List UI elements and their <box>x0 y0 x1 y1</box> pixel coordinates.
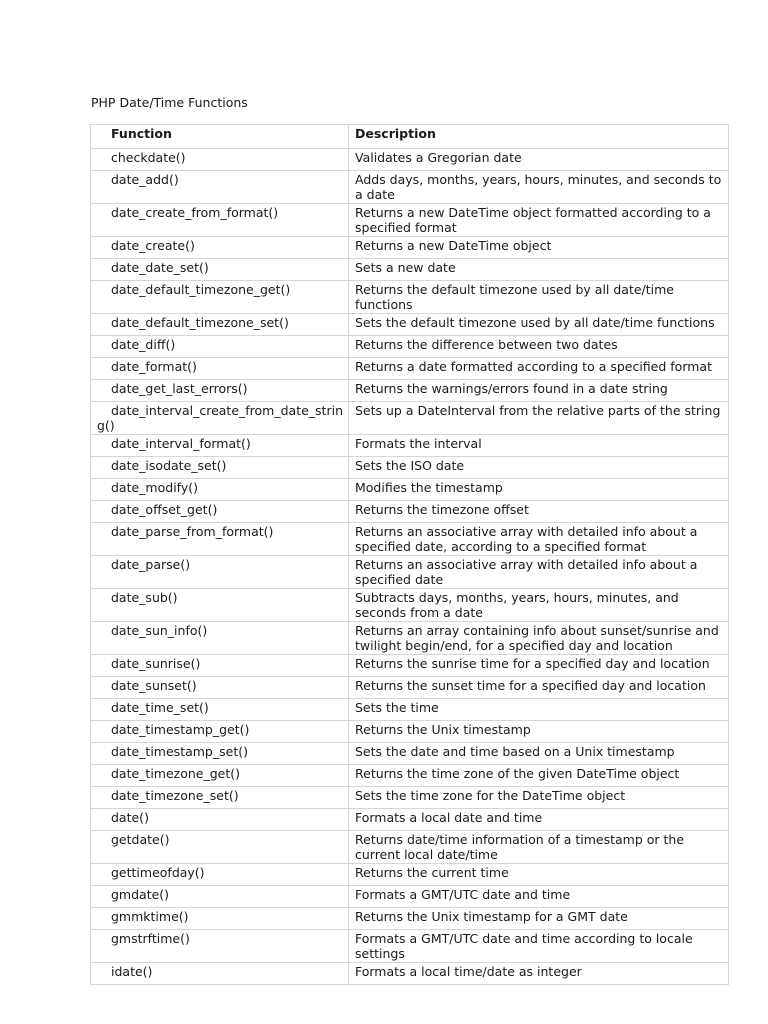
table-row <box>91 479 729 501</box>
table-row <box>91 237 729 259</box>
function-name-cell: getdate() <box>91 831 349 864</box>
function-name-cell: date_parse_from_format() <box>91 523 349 556</box>
table-row <box>91 314 729 336</box>
function-name-cell: date_get_last_errors() <box>91 380 349 402</box>
function-name-cell: date_interval_create_from_date_string() <box>91 402 349 435</box>
function-description-cell: Modifies the timestamp <box>349 479 729 501</box>
function-name-cell: gmdate() <box>91 886 349 908</box>
table-row <box>91 435 729 457</box>
function-description-cell: Returns the warnings/errors found in a date string <box>349 380 729 402</box>
function-description-cell: Sets the default timezone used by all date/time functions <box>349 314 729 336</box>
function-name-cell: date_default_timezone_set() <box>91 314 349 336</box>
function-description-cell: Formats a local date and time <box>349 809 729 831</box>
table-row <box>91 963 729 985</box>
function-name-cell: date_time_set() <box>91 699 349 721</box>
function-description-cell: Returns the current time <box>349 864 729 886</box>
function-name-cell: date_timestamp_get() <box>91 721 349 743</box>
function-name-cell: date_default_timezone_get() <box>91 281 349 314</box>
function-name-cell: date_offset_get() <box>91 501 349 523</box>
function-name-cell: date_sun_info() <box>91 622 349 655</box>
function-name-cell: idate() <box>91 963 349 985</box>
function-name-cell: gmstrftime() <box>91 930 349 963</box>
table-row <box>91 171 729 204</box>
function-name-cell: date_sub() <box>91 589 349 622</box>
function-description-cell: Formats a local time/date as integer <box>349 963 729 985</box>
function-description-cell: Returns the sunrise time for a specified day and location <box>349 655 729 677</box>
function-name-cell: date_date_set() <box>91 259 349 281</box>
table-row <box>91 699 729 721</box>
function-description-cell: Subtracts days, months, years, hours, minutes, and seconds from a date <box>349 589 729 622</box>
table-row <box>91 908 729 930</box>
table-row <box>91 204 729 237</box>
function-description-cell: Sets the time zone for the DateTime object <box>349 787 729 809</box>
column-header-description: Description <box>349 125 729 149</box>
function-name-cell: date() <box>91 809 349 831</box>
function-description-cell: Returns date/time information of a timestamp or the current local date/time <box>349 831 729 864</box>
function-name-cell: date_isodate_set() <box>91 457 349 479</box>
table-row <box>91 886 729 908</box>
column-header-function: Function <box>91 125 349 149</box>
function-description-cell: Returns the difference between two dates <box>349 336 729 358</box>
function-description-cell: Returns a date formatted according to a specified format <box>349 358 729 380</box>
table-row <box>91 930 729 963</box>
function-description-cell: Returns the time zone of the given DateTime object <box>349 765 729 787</box>
function-name-cell: date_modify() <box>91 479 349 501</box>
function-description-cell: Returns the timezone offset <box>349 501 729 523</box>
table-row <box>91 721 729 743</box>
table-row <box>91 655 729 677</box>
function-description-cell: Returns the sunset time for a specified day and location <box>349 677 729 699</box>
function-name-cell: date_timezone_get() <box>91 765 349 787</box>
table-row <box>91 622 729 655</box>
table-row <box>91 589 729 622</box>
function-name-cell: date_parse() <box>91 556 349 589</box>
function-name-cell: date_diff() <box>91 336 349 358</box>
function-description-cell: Sets the date and time based on a Unix timestamp <box>349 743 729 765</box>
function-description-cell: Returns an array containing info about sunset/sunrise and twilight begin/end, for a specified day and location <box>349 622 729 655</box>
function-name-cell: date_sunset() <box>91 677 349 699</box>
function-description-cell: Returns the Unix timestamp for a GMT date <box>349 908 729 930</box>
function-name-cell: gmmktime() <box>91 908 349 930</box>
table-row <box>91 402 729 435</box>
table-row <box>91 765 729 787</box>
function-name-cell: checkdate() <box>91 149 349 171</box>
table-row <box>91 523 729 556</box>
function-description-cell: Formats the interval <box>349 435 729 457</box>
table-row <box>91 457 729 479</box>
table-row <box>91 336 729 358</box>
table-row <box>91 677 729 699</box>
function-name-cell: date_add() <box>91 171 349 204</box>
function-name-cell: date_interval_format() <box>91 435 349 457</box>
function-description-cell: Formats a GMT/UTC date and time according to locale settings <box>349 930 729 963</box>
function-name-cell: date_timestamp_set() <box>91 743 349 765</box>
function-name-cell: date_create_from_format() <box>91 204 349 237</box>
table-row <box>91 501 729 523</box>
table-header-row <box>91 125 729 149</box>
table-row <box>91 743 729 765</box>
table-row <box>91 380 729 402</box>
function-description-cell: Sets a new date <box>349 259 729 281</box>
function-name-cell: date_format() <box>91 358 349 380</box>
function-description-cell: Sets the time <box>349 699 729 721</box>
function-description-cell: Returns an associative array with detailed info about a specified date, according to a specified format <box>349 523 729 556</box>
function-description-cell: Returns the default timezone used by all date/time functions <box>349 281 729 314</box>
function-description-cell: Adds days, months, years, hours, minutes, and seconds to a date <box>349 171 729 204</box>
function-name-cell: date_sunrise() <box>91 655 349 677</box>
function-description-cell: Returns a new DateTime object formatted according to a specified format <box>349 204 729 237</box>
function-description-cell: Validates a Gregorian date <box>349 149 729 171</box>
function-name-cell: date_timezone_set() <box>91 787 349 809</box>
table-row <box>91 358 729 380</box>
function-name-cell: date_create() <box>91 237 349 259</box>
function-description-cell: Sets up a DateInterval from the relative parts of the string <box>349 402 729 435</box>
function-description-cell: Returns an associative array with detailed info about a specified date <box>349 556 729 589</box>
function-name-cell: gettimeofday() <box>91 864 349 886</box>
function-description-cell: Formats a GMT/UTC date and time <box>349 886 729 908</box>
functions-table <box>90 124 729 985</box>
table-row <box>91 281 729 314</box>
function-description-cell: Sets the ISO date <box>349 457 729 479</box>
table-body <box>91 149 729 985</box>
table-row <box>91 149 729 171</box>
table-row <box>91 809 729 831</box>
table-row <box>91 556 729 589</box>
table-row <box>91 259 729 281</box>
function-description-cell: Returns a new DateTime object <box>349 237 729 259</box>
function-description-cell: Returns the Unix timestamp <box>349 721 729 743</box>
table-row <box>91 864 729 886</box>
table-row <box>91 831 729 864</box>
page-title: PHP Date/Time Functions <box>91 95 248 110</box>
table-row <box>91 787 729 809</box>
